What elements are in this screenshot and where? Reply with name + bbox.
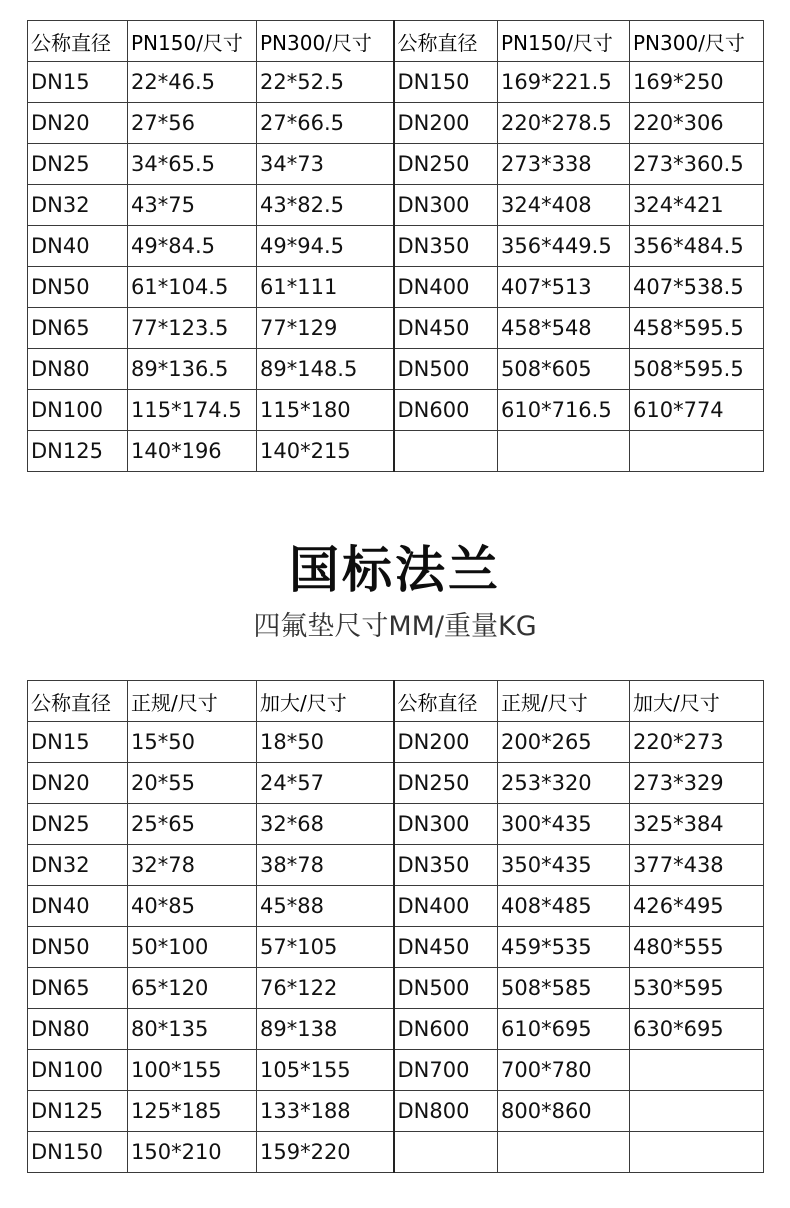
table-cell: 140*215 (257, 431, 394, 472)
table-cell: DN200 (394, 722, 498, 763)
table-cell: 24*57 (257, 763, 394, 804)
table-row (28, 845, 764, 886)
table-cell: 34*73 (257, 144, 394, 185)
table-cell: 32*68 (257, 804, 394, 845)
table-cell: 57*105 (257, 927, 394, 968)
table-cell: 610*716.5 (498, 390, 630, 431)
table-cell: 105*155 (257, 1050, 394, 1091)
table-cell: DN200 (394, 103, 498, 144)
table-body (28, 62, 764, 472)
header-enlarged-size: 加大/尺寸 (630, 681, 764, 722)
table-cell: 426*495 (630, 886, 764, 927)
table-cell: DN65 (28, 308, 128, 349)
gasket-size-table (27, 680, 764, 1173)
table-cell: 530*595 (630, 968, 764, 1009)
table-row (28, 308, 764, 349)
table-cell: 356*449.5 (498, 226, 630, 267)
table-cell: 77*129 (257, 308, 394, 349)
table-cell: 22*52.5 (257, 62, 394, 103)
table-cell: DN125 (28, 431, 128, 472)
table-cell: DN25 (28, 804, 128, 845)
table-header-row (28, 21, 764, 62)
table-cell: DN15 (28, 62, 128, 103)
table-row (28, 968, 764, 1009)
table-cell: 22*46.5 (128, 62, 257, 103)
table-cell: 610*695 (498, 1009, 630, 1050)
table-row (28, 722, 764, 763)
table-cell: 480*555 (630, 927, 764, 968)
table-cell (394, 431, 498, 472)
table-cell: 50*100 (128, 927, 257, 968)
table-cell: DN700 (394, 1050, 498, 1091)
table-row (28, 1091, 764, 1132)
table-row (28, 1009, 764, 1050)
table-cell: DN450 (394, 308, 498, 349)
table-cell (630, 1091, 764, 1132)
table-cell: 459*535 (498, 927, 630, 968)
table-cell: 80*135 (128, 1009, 257, 1050)
table-cell: 508*595.5 (630, 349, 764, 390)
table-cell: DN450 (394, 927, 498, 968)
table-cell: DN32 (28, 185, 128, 226)
table-cell: 169*250 (630, 62, 764, 103)
table-cell: DN65 (28, 968, 128, 1009)
table-row (28, 226, 764, 267)
table-cell: 15*50 (128, 722, 257, 763)
table-cell: 125*185 (128, 1091, 257, 1132)
table-cell: 253*320 (498, 763, 630, 804)
table-cell: 18*50 (257, 722, 394, 763)
table-cell: 27*56 (128, 103, 257, 144)
table-cell: 407*538.5 (630, 267, 764, 308)
table-cell: 324*421 (630, 185, 764, 226)
table-cell: 25*65 (128, 804, 257, 845)
table-cell: 169*221.5 (498, 62, 630, 103)
table-cell: 89*136.5 (128, 349, 257, 390)
table-cell: 43*75 (128, 185, 257, 226)
table-cell: DN150 (28, 1132, 128, 1173)
table-cell: 49*84.5 (128, 226, 257, 267)
table-cell: 273*360.5 (630, 144, 764, 185)
table-cell: DN20 (28, 763, 128, 804)
table-cell: 800*860 (498, 1091, 630, 1132)
table-row (28, 804, 764, 845)
table-cell (498, 1132, 630, 1173)
table-cell: DN250 (394, 144, 498, 185)
table-row (28, 62, 764, 103)
table-body (28, 722, 764, 1173)
header-pn150-size: PN150/尺寸 (498, 21, 630, 62)
pn-size-table (27, 20, 764, 472)
table-cell: DN50 (28, 267, 128, 308)
table-cell: DN300 (394, 185, 498, 226)
table-cell: DN150 (394, 62, 498, 103)
table-cell: 65*120 (128, 968, 257, 1009)
table-cell: 200*265 (498, 722, 630, 763)
table-cell: 76*122 (257, 968, 394, 1009)
table-cell: 220*273 (630, 722, 764, 763)
table-cell: DN600 (394, 390, 498, 431)
table-cell: DN80 (28, 1009, 128, 1050)
table-row (28, 103, 764, 144)
table-header-row (28, 681, 764, 722)
table-cell: DN40 (28, 886, 128, 927)
table-row (28, 886, 764, 927)
table-row (28, 267, 764, 308)
table-cell (630, 1050, 764, 1091)
table-cell: 220*306 (630, 103, 764, 144)
table-cell: 115*174.5 (128, 390, 257, 431)
table-cell: 100*155 (128, 1050, 257, 1091)
table-cell: DN20 (28, 103, 128, 144)
table-cell: 49*94.5 (257, 226, 394, 267)
table-cell: 89*148.5 (257, 349, 394, 390)
table-cell: 356*484.5 (630, 226, 764, 267)
table-cell: 43*82.5 (257, 185, 394, 226)
header-pn300-size: PN300/尺寸 (257, 21, 394, 62)
table-row (28, 144, 764, 185)
table-row (28, 927, 764, 968)
table-cell: 20*55 (128, 763, 257, 804)
table-cell: 300*435 (498, 804, 630, 845)
table-cell: 115*180 (257, 390, 394, 431)
table-cell: DN350 (394, 845, 498, 886)
table-cell: 377*438 (630, 845, 764, 886)
table-cell: 458*548 (498, 308, 630, 349)
header-enlarged-size: 加大/尺寸 (257, 681, 394, 722)
table-cell: 38*78 (257, 845, 394, 886)
table-cell: 27*66.5 (257, 103, 394, 144)
table-row (28, 349, 764, 390)
table-cell: 61*104.5 (128, 267, 257, 308)
table-cell: DN25 (28, 144, 128, 185)
table-cell: DN100 (28, 1050, 128, 1091)
table-cell: 508*605 (498, 349, 630, 390)
table-cell: 700*780 (498, 1050, 630, 1091)
table-row (28, 763, 764, 804)
header-nominal-diameter: 公称直径 (394, 21, 498, 62)
table-cell: DN600 (394, 1009, 498, 1050)
table-cell: 325*384 (630, 804, 764, 845)
table-cell: 89*138 (257, 1009, 394, 1050)
table-cell: DN500 (394, 349, 498, 390)
table-cell: 407*513 (498, 267, 630, 308)
table-cell: DN500 (394, 968, 498, 1009)
table-cell (630, 431, 764, 472)
table-cell: 45*88 (257, 886, 394, 927)
table-cell: 140*196 (128, 431, 257, 472)
page-title: 国标法兰 (289, 541, 501, 599)
table-cell: DN300 (394, 804, 498, 845)
table-cell: 630*695 (630, 1009, 764, 1050)
table-cell: DN350 (394, 226, 498, 267)
table-cell: DN15 (28, 722, 128, 763)
table-cell: 273*329 (630, 763, 764, 804)
table-cell: DN400 (394, 267, 498, 308)
table-cell (630, 1132, 764, 1173)
table-cell: 32*78 (128, 845, 257, 886)
header-pn300-size: PN300/尺寸 (630, 21, 764, 62)
table-cell: 40*85 (128, 886, 257, 927)
table-cell (498, 431, 630, 472)
table-cell: 350*435 (498, 845, 630, 886)
table-cell: 150*210 (128, 1132, 257, 1173)
table-cell: DN32 (28, 845, 128, 886)
header-pn150-size: PN150/尺寸 (128, 21, 257, 62)
header-standard-size: 正规/尺寸 (128, 681, 257, 722)
table-cell: 34*65.5 (128, 144, 257, 185)
table-cell: 273*338 (498, 144, 630, 185)
table-row (28, 185, 764, 226)
table-cell: 508*585 (498, 968, 630, 1009)
table-cell: 61*111 (257, 267, 394, 308)
table-cell: 610*774 (630, 390, 764, 431)
table-cell (394, 1132, 498, 1173)
page-subtitle: 四氟垫尺寸MM/重量KG (253, 611, 537, 642)
table-cell: 408*485 (498, 886, 630, 927)
table-cell: 220*278.5 (498, 103, 630, 144)
table-cell: DN100 (28, 390, 128, 431)
table-cell: DN125 (28, 1091, 128, 1132)
table-cell: DN50 (28, 927, 128, 968)
table-cell: 77*123.5 (128, 308, 257, 349)
table-row (28, 431, 764, 472)
table-cell: 159*220 (257, 1132, 394, 1173)
table-cell: DN80 (28, 349, 128, 390)
table-cell: DN40 (28, 226, 128, 267)
table-row (28, 390, 764, 431)
table-cell: 324*408 (498, 185, 630, 226)
header-nominal-diameter: 公称直径 (28, 21, 128, 62)
table-cell: 133*188 (257, 1091, 394, 1132)
header-nominal-diameter: 公称直径 (394, 681, 498, 722)
table-cell: DN400 (394, 886, 498, 927)
table-cell: 458*595.5 (630, 308, 764, 349)
header-nominal-diameter: 公称直径 (28, 681, 128, 722)
table-row (28, 1132, 764, 1173)
header-standard-size: 正规/尺寸 (498, 681, 630, 722)
table-cell: DN250 (394, 763, 498, 804)
table-cell: DN800 (394, 1091, 498, 1132)
table-row (28, 1050, 764, 1091)
